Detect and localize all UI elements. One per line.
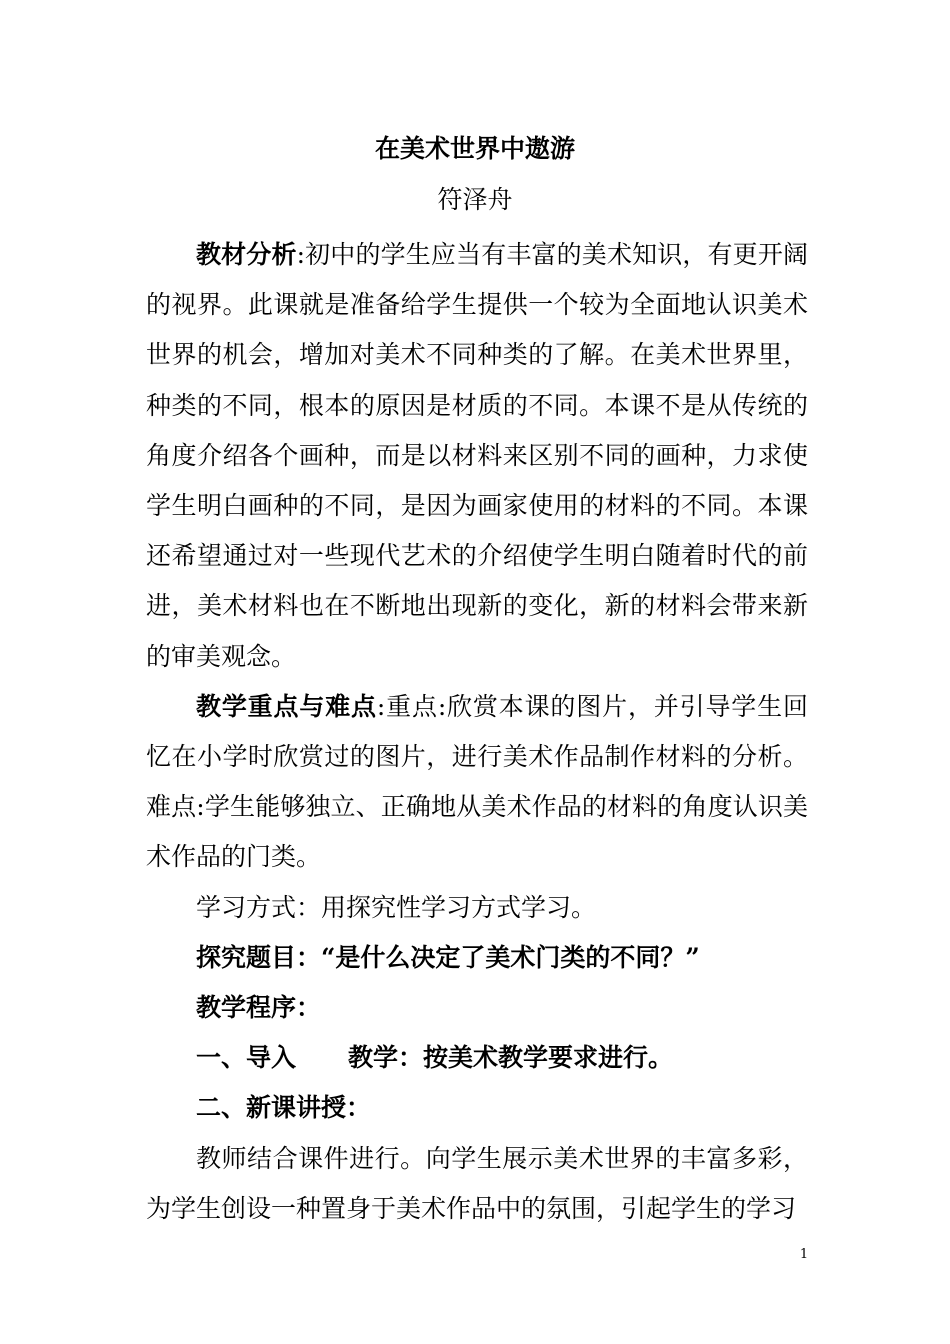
step1-paragraph [146,1033,808,1083]
step1-label: 一、导入 [196,1043,297,1073]
keypoints-paragraph [146,682,808,883]
analysis-text: :初中的学生应当有丰富的美术知识，有更开阔的视界。此课就是准备给学生提供一个较为全面地认识美术世界的机会，增加对美术不同种类的了解。在美术世界里，种类的不同，根本的原因是材质的不同。本课不是从传统的角度介绍各个画种，而是以材料来区别不同的画种，力求使学生明白画种的不同，是因为画家使用的材料的不同。本课还希望通过对一些现代艺术的介绍使学生明白随着时代的前进，美术材料也在不断地出现新的变化，新的材料会带来新的审美观念。 [146,240,808,671]
keypoints-text: :重点:欣赏本课的图片，并引导学生回忆在小学时欣赏过的图片，进行美术作品制作材料的分析。难点:学生能够独立、正确地从美术作品的材料的角度认识美术作品的门类。 [146,691,808,872]
analysis-paragraph [146,230,808,682]
document-author: 符泽舟 [437,185,513,214]
step2-heading: 二、新课讲授： [196,1093,372,1123]
procedure-heading: 教学程序： [196,993,322,1023]
document-title: 在美术世界中遨游 [374,134,575,163]
keypoints-label: 教学重点与难点 [196,691,377,721]
step1-text: 教学：按美术教学要求进行。 [348,1043,674,1073]
analysis-label: 教材分析 [196,240,297,269]
inquiry-topic-paragraph: 探究题目：“是什么决定了美术门类的不同？” [196,942,700,972]
study-method-paragraph: 学习方式：用探究性学习方式学习。 [196,892,597,922]
document-body [146,230,808,1234]
page-number-text: 1 [799,1247,809,1262]
teacher-paragraph: 教师结合课件进行。向学生展示美术世界的丰富多彩，为学生创设一种置身于美术作品中的氛围，引起学生的学习 [146,1143,808,1223]
